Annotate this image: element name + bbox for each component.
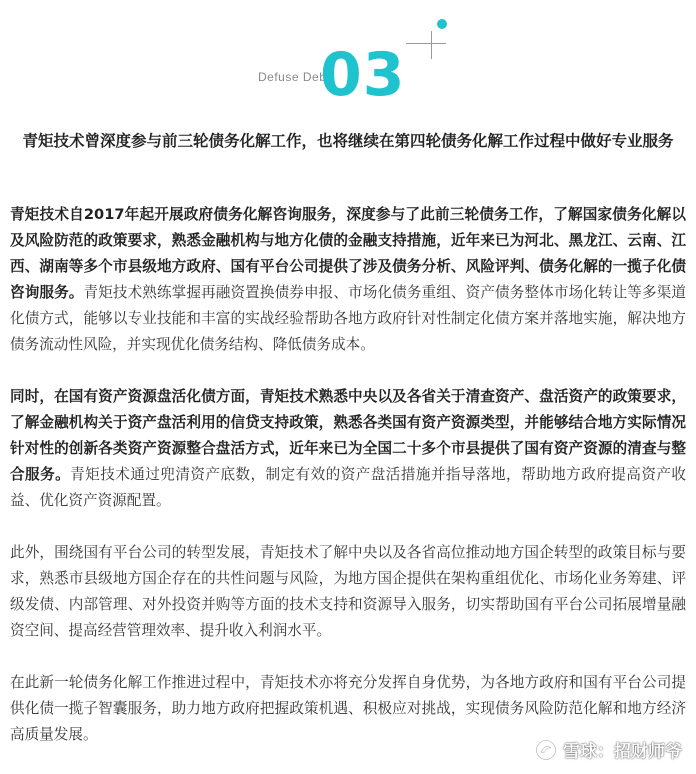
snowball-logo-icon (535, 739, 557, 761)
paragraph-1 (10, 202, 686, 358)
paragraph-3 (10, 540, 686, 644)
crosshair-horizontal-line (406, 43, 446, 44)
paragraph-1-normal: 青矩技术熟练掌握再融资置换债券申报、市场化债务重组、资产债务整体市场化转让等多渠道化债方式，能够以专业技能和丰富的实战经验帮助各地方政府针对性制定化债方案并落地实施，解决地方债务流动性风险，并实现优化债务结构、降低债务成本。 (10, 284, 686, 353)
watermark-text: 雪球：招财师爷 (563, 742, 682, 762)
paragraph-4-normal: 在此新一轮债务化解工作推进过程中，青矩技术亦将充分发挥自身优势，为各地方政府和国有平台公司提供化债一揽子智囊服务，助力地方政府把握政策机遇、积极应对挑战，实现债务风险防范化解和地方经济高质量发展。 (10, 674, 686, 743)
paragraph-1-bold: 青矩技术自2017年起开展政府债务化解咨询服务，深度参与了此前三轮债务工作，了解国家债务化解以及风险防范的政策要求，熟悉金融机构与地方化债的金融支持措施，近年来已为河北、黑龙江、云南、江西、湖南等多个市县级地方政府、国有平台公司提供了涉及债务分析、风险评判、债务化解的一揽子化债咨询服务。 (10, 206, 686, 301)
section-subtitle-en: Defuse Debt (258, 70, 331, 84)
section-number: 03 (320, 40, 406, 110)
teal-dot-decoration (437, 19, 447, 29)
crosshair-vertical-line (431, 31, 432, 59)
section-header (0, 0, 696, 120)
paragraph-2-bold: 同时，在国有资产资源盘活化债方面，青矩技术熟悉中央以及各省关于清查资产、盘活资产的政策要求，了解金融机构关于资产盘活利用的信贷支持政策，熟悉各类国有资产资源类型，并能够结合地方实际情况针对性的创新各类资产资源整合盘活方式，近年来已为全国二十多个市县提供了国有资产资源的清查与整合服务。 (10, 388, 686, 483)
article-body (10, 202, 686, 774)
section-heading: 青矩技术曾深度参与前三轮债务化解工作，也将继续在第四轮债务化解工作过程中做好专业服务 (22, 132, 674, 150)
paragraph-3-normal: 此外，围绕国有平台公司的转型发展，青矩技术了解中央以及各省高位推动地方国企转型的政策目标与要求，熟悉市县级地方国企存在的共性问题与风险，为地方国企提供在架构重组优化、市场化业务筹建、评级发债、内部管理、对外投资并购等方面的技术支持和资源导入服务，切实帮助国有平台公司拓展增量融资空间、提高经营管理效率、提升收入利润水平。 (10, 544, 686, 639)
paragraph-2-normal: 青矩技术通过兜清资产底数，制定有效的资产盘活措施并指导落地，帮助地方政府提高资产收益、优化资产资源配置。 (10, 466, 686, 509)
watermark (535, 737, 682, 762)
paragraph-2 (10, 384, 686, 514)
